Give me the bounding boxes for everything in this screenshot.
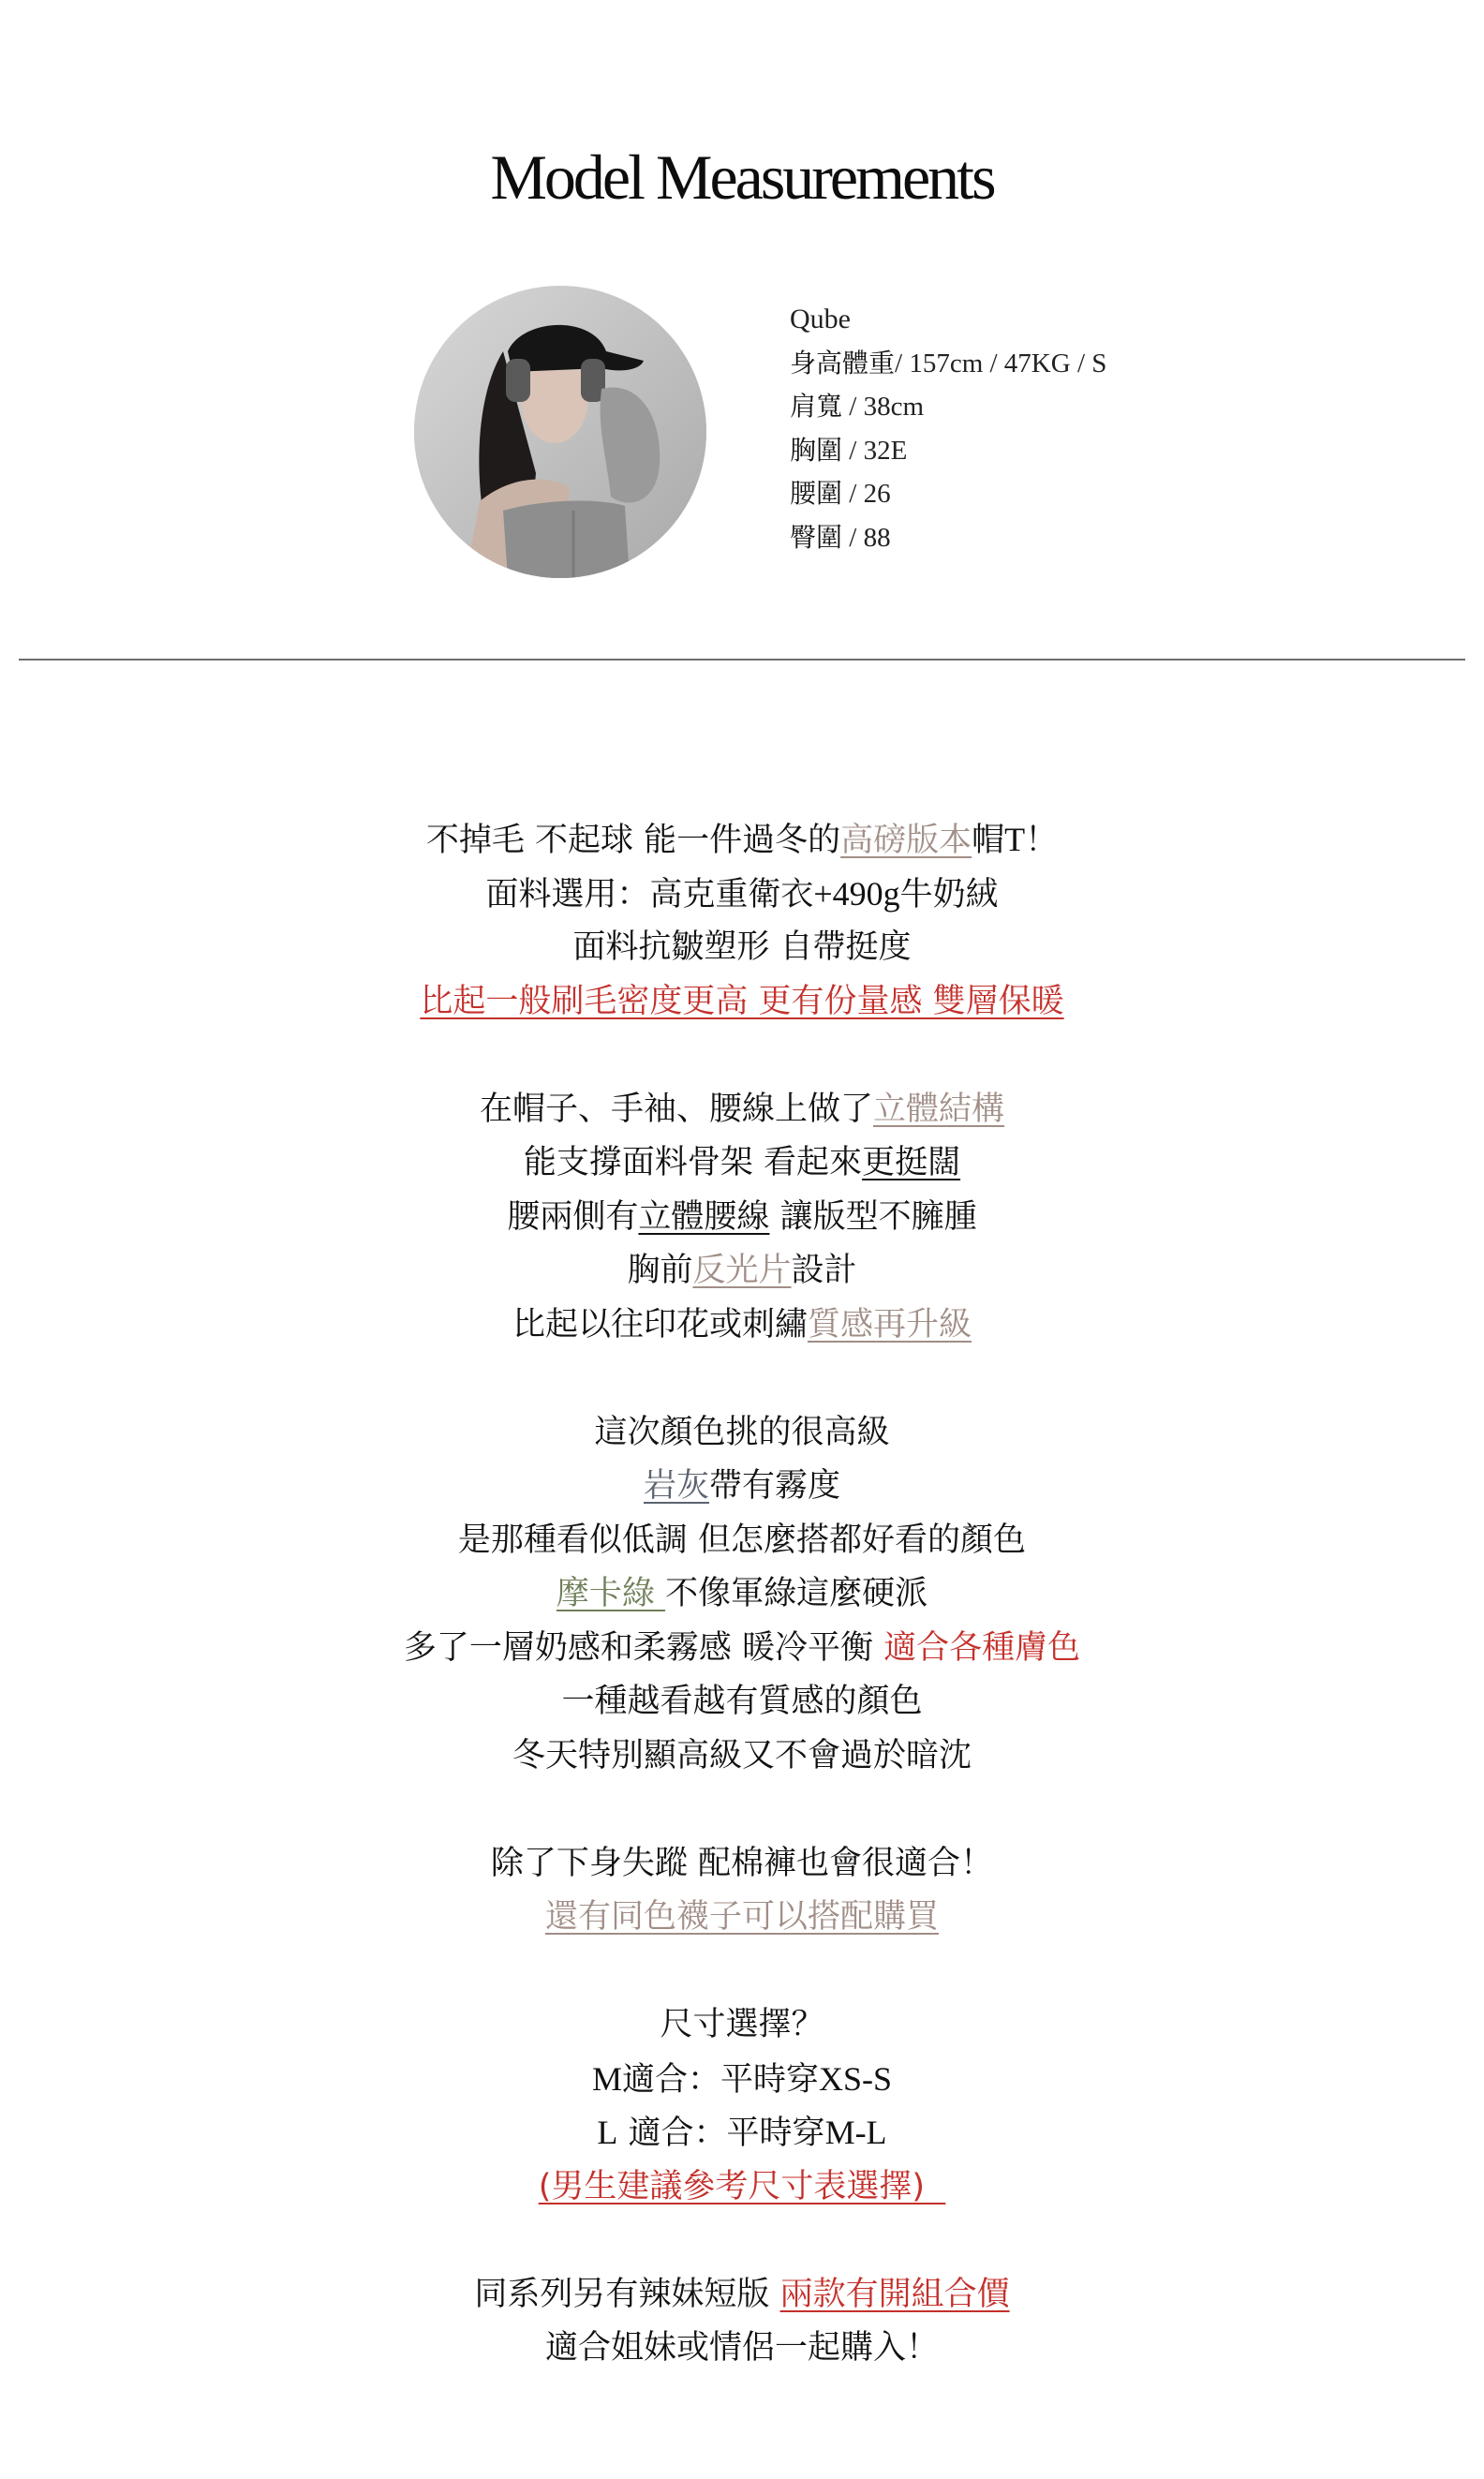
paragraph-gap bbox=[0, 1029, 1484, 1083]
desc-line: 一種越看越有質感的顏色 bbox=[561, 1683, 923, 1720]
desc-line: 能支撐面料骨架 看起來更挺闊 bbox=[523, 1144, 961, 1181]
highlight-crisp[interactable]: 更挺闊 bbox=[862, 1144, 961, 1181]
shoulder-label: 肩寬 bbox=[790, 391, 843, 422]
highlight-waistline[interactable]: 立體腰線 bbox=[638, 1197, 770, 1236]
model-name: Qube bbox=[790, 304, 851, 334]
bust-label: 胸圍 bbox=[790, 434, 843, 466]
desc-line: 胸前反光片設計 bbox=[627, 1252, 857, 1289]
desc-line: 不掉毛 不起球 能一件過冬的高磅版本帽T！ bbox=[425, 821, 1059, 859]
bundle-price-link[interactable]: 兩款有開組合價 bbox=[779, 2275, 1010, 2313]
paragraph-gap bbox=[0, 1783, 1484, 1837]
highlight-mocha-green[interactable]: 摩卡綠 bbox=[556, 1575, 666, 1612]
paragraph-gap bbox=[0, 1945, 1484, 1999]
highlight-structure[interactable]: 立體結構 bbox=[873, 1090, 1005, 1128]
desc-line: 適合姐妹或情侶一起購入！ bbox=[544, 2329, 939, 2367]
desc-line: 比起以往印花或刺繡質感再升級 bbox=[512, 1305, 972, 1343]
product-description bbox=[0, 813, 1484, 2376]
height-weight-value: / 157cm / 47KG / S bbox=[895, 348, 1107, 379]
matching-socks-link[interactable]: 還有同色襪子可以搭配購買 bbox=[544, 1898, 939, 1936]
bust-row bbox=[790, 429, 1106, 473]
desc-line: 面料選用：高克重衛衣+490g牛奶絨 bbox=[485, 874, 999, 913]
desc-line: 除了下身失蹤 配棉褲也會很適合！ bbox=[490, 1844, 994, 1882]
desc-line: M適合：平時穿XS-S bbox=[591, 2059, 893, 2099]
waist-label: 腰圍 bbox=[790, 478, 843, 509]
model-info bbox=[790, 298, 1106, 559]
desc-line: 冬天特別顯高級又不會過於暗沈 bbox=[512, 1736, 972, 1774]
desc-line: 這次顏色挑的很高級 bbox=[594, 1413, 890, 1451]
paragraph-gap bbox=[0, 1352, 1484, 1406]
hip-label: 臀圍 bbox=[790, 521, 843, 553]
paragraph-gap bbox=[0, 2214, 1484, 2268]
desc-line bbox=[0, 975, 1484, 1030]
desc-line bbox=[0, 1891, 1484, 1945]
desc-line: 摩卡綠 不像軍綠這麼硬派 bbox=[556, 1575, 928, 1612]
page-title: Model Measurements bbox=[490, 141, 994, 213]
height-weight-label: 身高體重 bbox=[790, 347, 896, 379]
desc-line: 在帽子、手袖、腰線上做了立體結構 bbox=[479, 1090, 1005, 1128]
size-chart-link[interactable]: (男生建議參考尺寸表選擇) bbox=[538, 2167, 946, 2205]
highlight-rock-grey[interactable]: 岩灰 bbox=[643, 1467, 709, 1505]
desc-line bbox=[0, 2160, 1484, 2215]
desc-line: 是那種看似低調 但怎麼搭都好看的顏色 bbox=[457, 1521, 1027, 1559]
highlight-skin-tones: 適合各種膚色 bbox=[883, 1628, 1081, 1667]
highlight-warmth[interactable]: 比起一般刷毛密度更高 更有份量感 雙層保暖 bbox=[420, 982, 1064, 1020]
model-photo bbox=[414, 286, 706, 578]
bust-value: / 32E bbox=[842, 435, 908, 466]
shoulder-row bbox=[790, 385, 1106, 429]
highlight-heavyweight[interactable]: 高磅版本 bbox=[840, 822, 972, 859]
desc-line: 尺寸選擇？ bbox=[660, 2006, 824, 2043]
hip-row bbox=[790, 516, 1106, 560]
waist-value: / 26 bbox=[842, 479, 891, 509]
desc-line: 面料抗皺塑形 自帶挺度 bbox=[572, 928, 912, 966]
height-weight-row bbox=[790, 342, 1106, 386]
highlight-upgrade[interactable]: 質感再升級 bbox=[808, 1305, 972, 1343]
waist-row bbox=[790, 472, 1106, 516]
desc-line: 同系列另有辣妹短版 兩款有開組合價 bbox=[474, 2275, 1010, 2313]
highlight-reflective[interactable]: 反光片 bbox=[692, 1252, 792, 1289]
model-avatar bbox=[414, 286, 706, 578]
desc-line: 岩灰帶有霧度 bbox=[643, 1467, 841, 1505]
shoulder-value: / 38cm bbox=[842, 392, 925, 422]
desc-line: 腰兩側有立體腰線 讓版型不臃腫 bbox=[507, 1197, 977, 1236]
hip-value: / 88 bbox=[842, 522, 891, 553]
desc-line: 多了一層奶感和柔霧感 暖冷平衡 適合各種膚色 bbox=[403, 1628, 1081, 1667]
desc-line: L 適合：平時穿M-L bbox=[597, 2114, 887, 2152]
section-divider bbox=[19, 659, 1465, 661]
